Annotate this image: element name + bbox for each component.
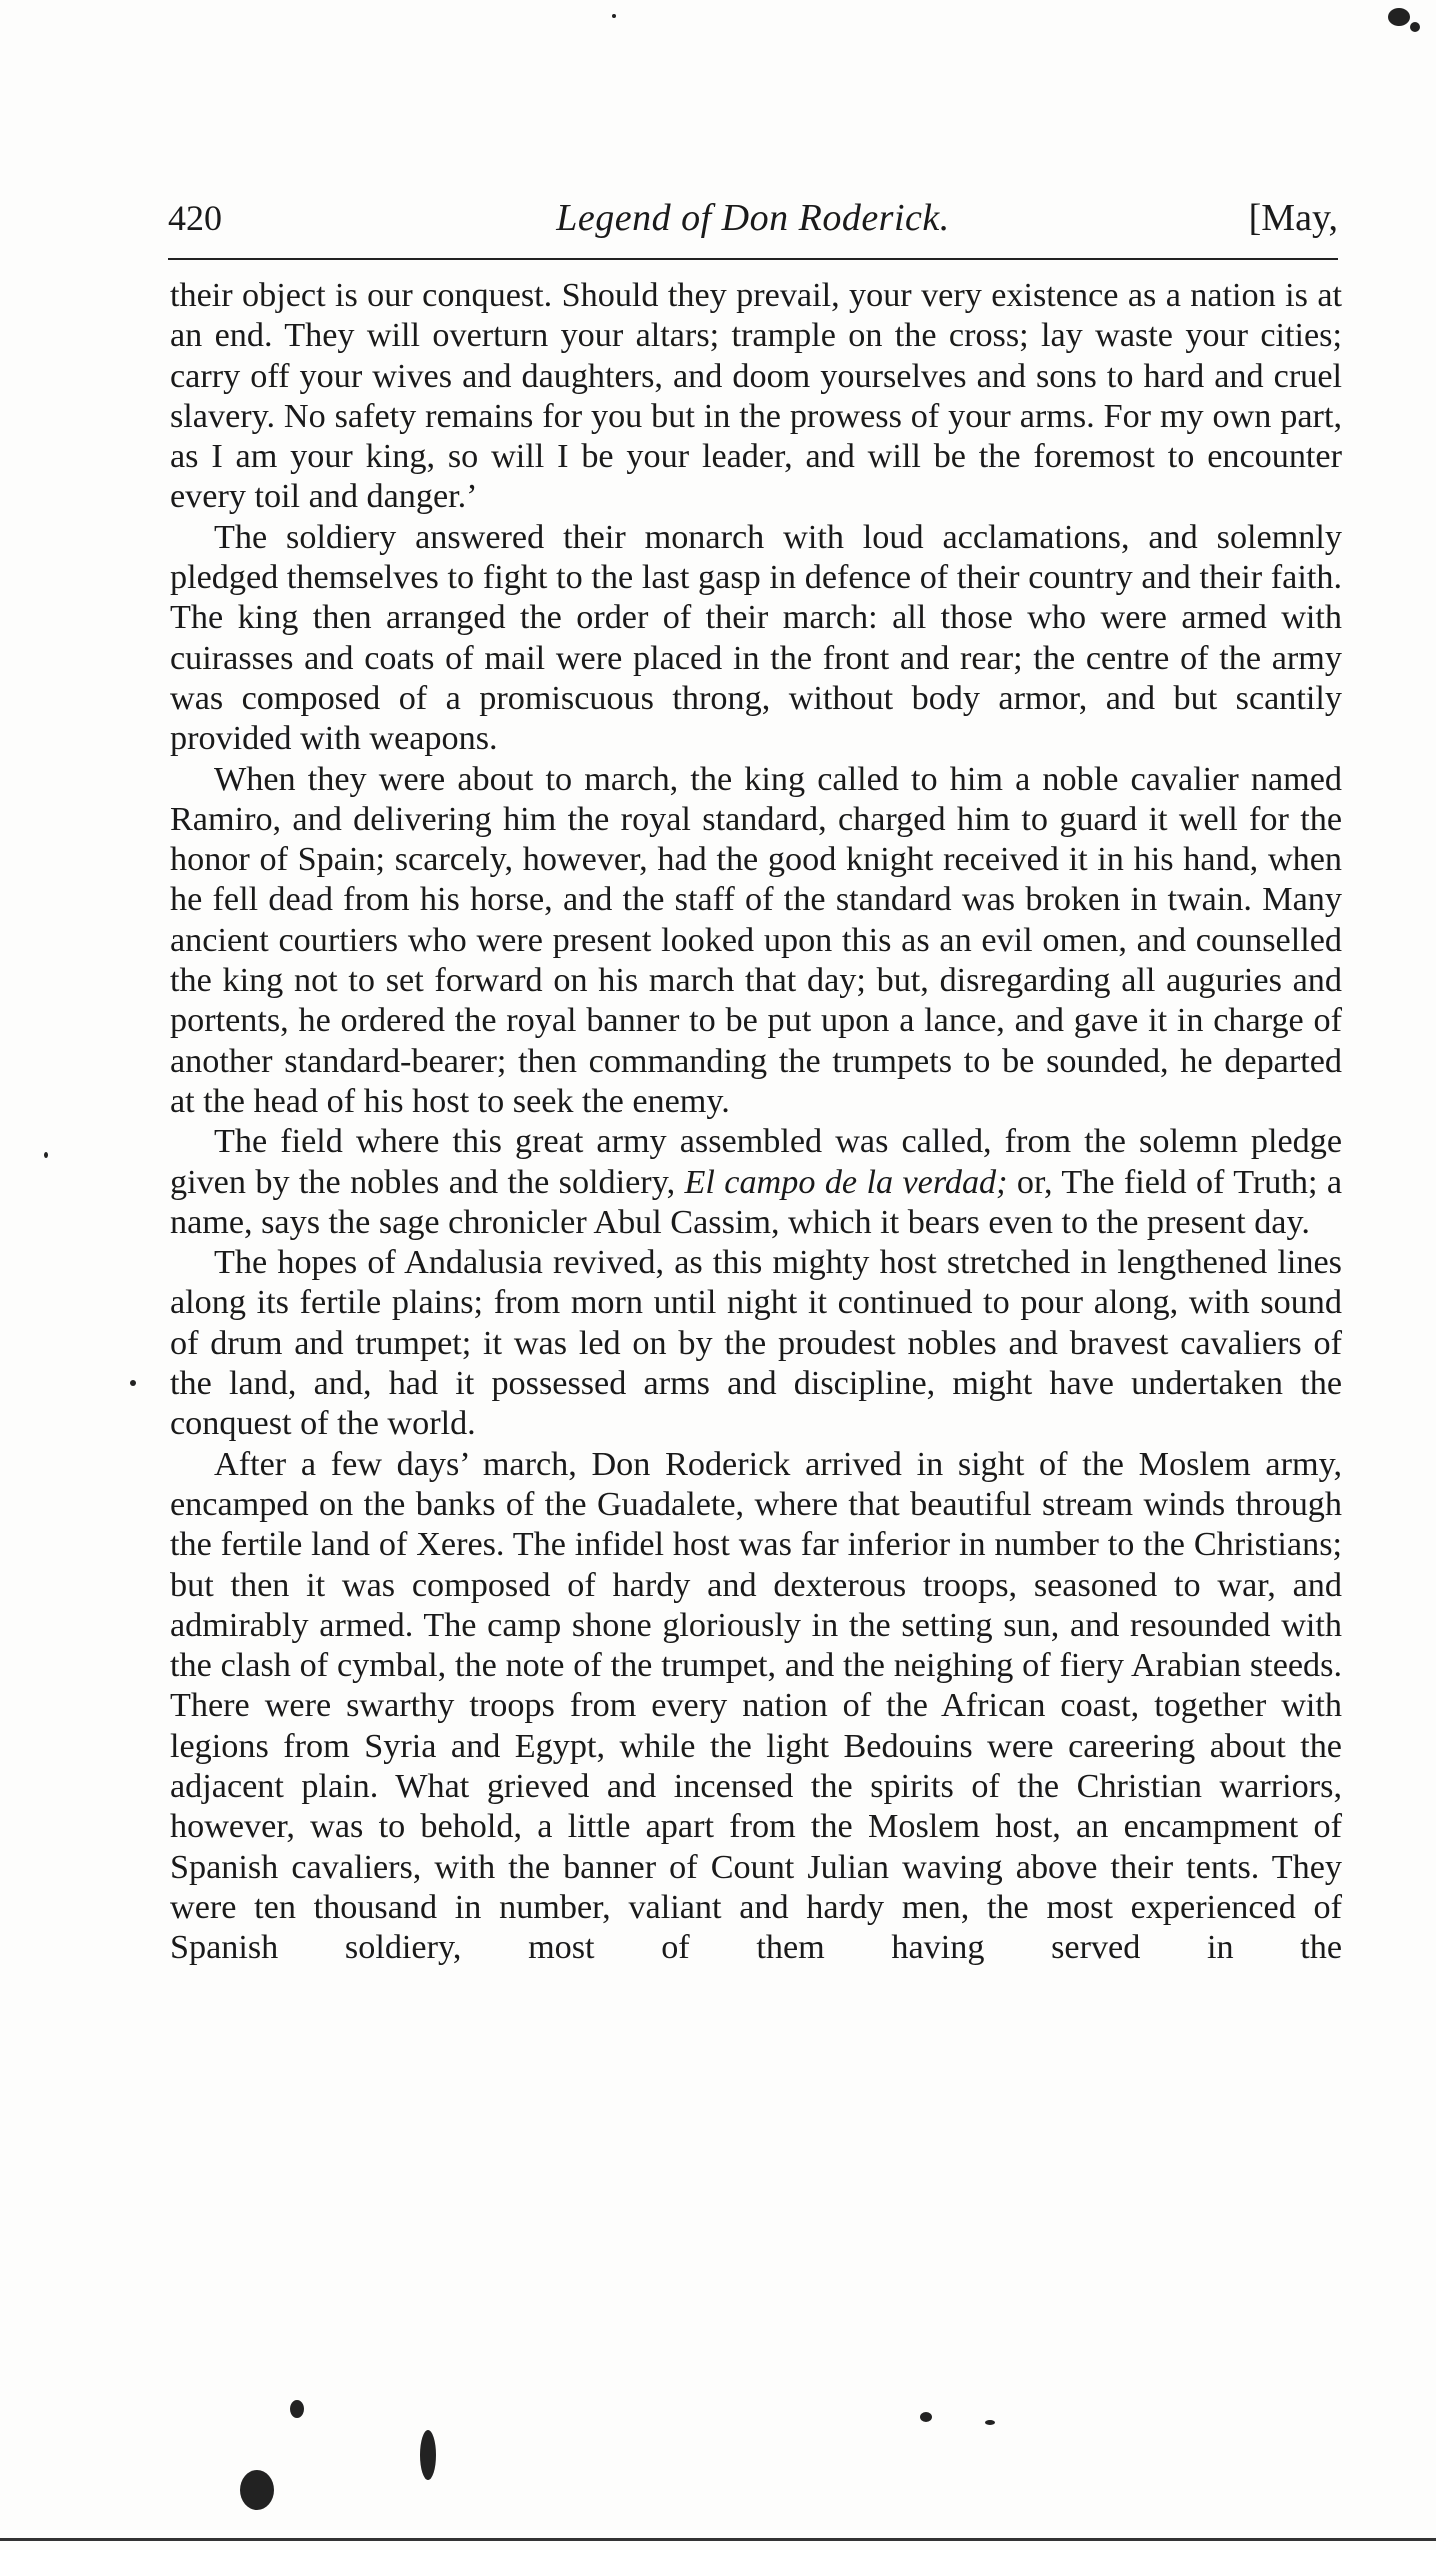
paragraph bbox=[170, 518, 1342, 760]
text-segment: or, The field of Truth; a name, says the sage chronicler Abul Cassim, which it bears even to the present day. bbox=[170, 1163, 1343, 1241]
header-rule bbox=[168, 258, 1338, 260]
paragraph bbox=[170, 276, 1342, 518]
ink-speck bbox=[985, 2420, 995, 2425]
ink-speck bbox=[1388, 8, 1410, 26]
text-segment: their object is our conquest. Should they prevail, your very existence as a nation is at an end. They will overturn your altars; trample on the cross; lay waste your cities; carry off your wives and daughters, and doom yourselves and sons to hard and cruel slavery. No safety remains for you but in the prowess of your arms. For my own part, as I am your king, so will I be your leader, and will be the foremost to encounter every toil and danger.’ bbox=[170, 277, 1342, 516]
text-segment: After a few days’ march, Don Roderick arrived in sight of the Moslem army, encamped on the banks of the Guadalete, where that beautiful stream winds through the fertile land of Xeres. The infidel host was far inferior in number to the Christians; but then it was composed of hardy and dexterous troops, seasoned to war, and admirably armed. The camp shone gloriously in the setting sun, and resounded with the clash of cymbal, the note of the trumpet, and the neighing of fiery Arabian steeds. There were swarthy troops from every nation of the African coast, together with legions from Syria and Egypt, while the light Bedouins were careering about the adjacent plain. What grieved and incensed the spirits of the Christian warriors, however, was to behold, a little apart from the Moslem host, an encampment of Spanish cavaliers, with the banner of Count Julian waving above their tents. They were ten thousand in number, valiant and hardy men, the most experienced of Spanish soldiery, most of them having served in the bbox=[170, 1445, 1342, 1967]
paragraph bbox=[170, 1445, 1342, 1969]
page-number: 420 bbox=[168, 198, 222, 238]
text-segment: When they were about to march, the king called to him a noble cavalier named Ramiro, and delivering him the royal standard, charged him to guard it well for the honor of Spain; scarcely, however, had the good knight received it in his hand, when he fell dead from his horse, and the staff of the standard was broken in twain. Many ancient courtiers who were present looked upon this as an evil omen, and counselled the king not to set forward on his march that day; but, disregarding all auguries and portents, he ordered the royal banner to be put upon a lance, and gave it in charge of another standard-bearer; then commanding the trumpets to be sounded, he departed at the head of his host to seek the enemy. bbox=[170, 760, 1342, 1120]
italic-phrase: El campo de la verdad; bbox=[684, 1163, 1008, 1201]
ink-speck bbox=[290, 2400, 304, 2418]
ink-speck bbox=[1410, 22, 1420, 32]
paragraph bbox=[170, 1122, 1342, 1243]
ink-speck bbox=[420, 2430, 436, 2480]
ink-speck bbox=[240, 2470, 274, 2510]
ink-speck bbox=[130, 1380, 136, 1386]
text-segment: The field where this great army assembled was called, from the solemn pledge given by the nobles and the soldiery, bbox=[170, 1123, 1342, 1201]
text-segment: The soldiery answered their monarch with loud acclamations, and solemnly pledged themselves to fight to the last gasp in defence of their country and their faith. The king then arranged the order of their march: all those who were armed with cuirasses and coats of mail were placed in the front and rear; the centre of the army was composed of a promiscuous throng, without body armor, and but scantily provided with weapons. bbox=[170, 518, 1342, 758]
paragraph bbox=[170, 1243, 1342, 1444]
ink-speck bbox=[920, 2412, 932, 2422]
ink-speck bbox=[44, 1152, 48, 1158]
ink-speck bbox=[612, 14, 616, 18]
running-date: [May, bbox=[1248, 197, 1338, 239]
body-text bbox=[170, 276, 1342, 1968]
running-head bbox=[168, 188, 1338, 248]
paragraph bbox=[170, 760, 1342, 1123]
running-title: Legend of Don Roderick. bbox=[556, 197, 950, 239]
bottom-edge-rule bbox=[0, 2538, 1436, 2541]
text-segment: The hopes of Andalusia revived, as this mighty host stretched in lengthened lines along its fertile plains; from morn until night it continued to pour along, with sound of drum and trumpet; it was led on by the proudest nobles and bravest cavaliers of the land, and, had it possessed arms and discipline, might have undertaken the conquest of the world. bbox=[170, 1244, 1342, 1443]
